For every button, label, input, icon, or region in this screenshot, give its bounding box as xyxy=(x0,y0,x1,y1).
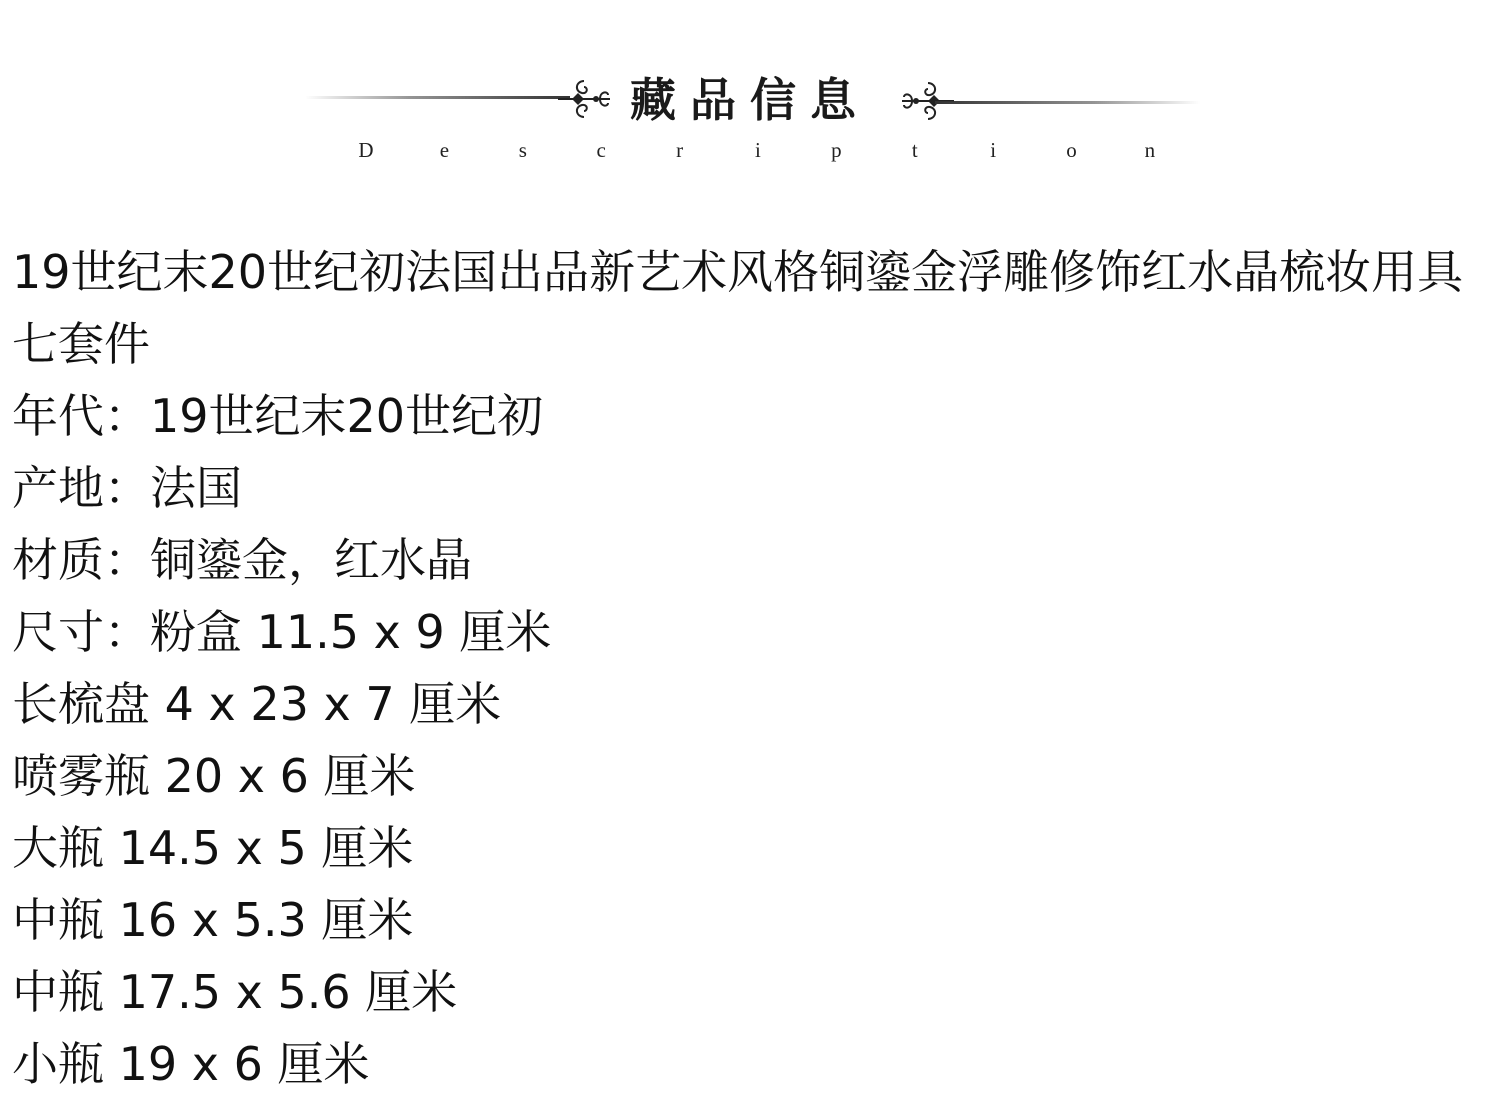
subtitle-letter: n xyxy=(1144,138,1156,162)
item-size-line: 小瓶 19 x 6 厘米 xyxy=(12,1037,370,1091)
subtitle-letter: s xyxy=(518,138,527,162)
subtitle-letter: e xyxy=(439,138,450,162)
section-title: 藏品信息 xyxy=(630,73,870,127)
item-size-line: 长梳盘 4 x 23 x 7 厘米 xyxy=(12,677,502,731)
item-origin: 产地：法国 xyxy=(12,461,242,515)
item-size-line: 大瓶 14.5 x 5 厘米 xyxy=(12,821,414,875)
item-size-line: 中瓶 16 x 5.3 厘米 xyxy=(12,893,414,947)
subtitle-letter: r xyxy=(676,138,684,162)
item-material: 材质：铜鎏金，红水晶 xyxy=(12,533,472,587)
subtitle-letter: p xyxy=(831,138,842,162)
item-description xyxy=(12,236,1492,1100)
subtitle-letter: i xyxy=(755,138,761,162)
item-size-line: 尺寸：粉盒 11.5 x 9 厘米 xyxy=(12,605,552,659)
subtitle-letter: c xyxy=(596,138,606,162)
subtitle-letter: i xyxy=(990,138,997,162)
divider-line-right xyxy=(935,101,1200,104)
item-size-line: 喷雾瓶 20 x 6 厘米 xyxy=(12,749,416,803)
section-header xyxy=(0,0,1500,180)
item-size-line: 中瓶 17.5 x 5.6 厘米 xyxy=(12,965,458,1019)
section-subtitle xyxy=(352,136,1164,164)
item-era: 年代：19世纪末20世纪初 xyxy=(12,389,544,443)
subtitle-letter: o xyxy=(1066,138,1077,162)
subtitle-letter: t xyxy=(911,138,918,162)
item-name: 19世纪末20世纪初法国出品新艺术风格铜鎏金浮雕修饰红水晶梳妆用具七套件 xyxy=(12,245,1464,371)
subtitle-letter: D xyxy=(358,138,374,162)
